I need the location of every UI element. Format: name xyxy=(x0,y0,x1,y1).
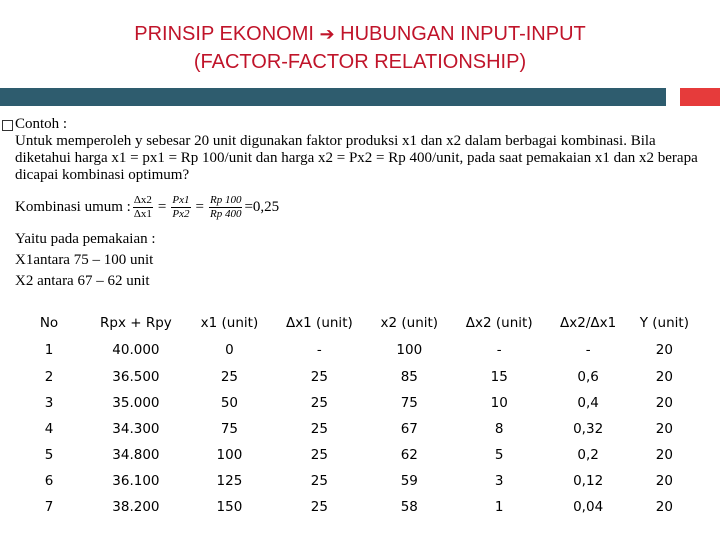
fraction-rp xyxy=(209,194,242,221)
combination-table xyxy=(14,310,700,520)
table-cell: 20 xyxy=(655,369,673,385)
table-cell: 0,12 xyxy=(573,473,604,489)
table-cell: 38.200 xyxy=(112,499,160,515)
table-header-row xyxy=(14,310,700,336)
table-cell: 5 xyxy=(494,447,504,463)
table-cell: 25 xyxy=(220,369,239,385)
table-cell: 67 xyxy=(400,421,418,437)
table-cell: 35.000 xyxy=(112,395,160,411)
fraction-price xyxy=(171,194,190,221)
fraction-numerator: Rp 100 xyxy=(209,194,242,206)
table-cell: 125 xyxy=(216,473,243,489)
fraction-numerator: Δx2 xyxy=(133,194,152,206)
title-right-text: HUBUNGAN INPUT-INPUT xyxy=(340,23,586,45)
fraction-delta xyxy=(133,194,153,221)
table-row xyxy=(14,336,700,364)
table-cell: 75 xyxy=(220,421,239,437)
table-cell: 0 xyxy=(225,342,234,358)
table-cell: 20 xyxy=(655,499,673,515)
column-header: Δx1 (unit) xyxy=(285,315,353,331)
table-cell: 62 xyxy=(400,447,418,463)
table-cell: 0,2 xyxy=(577,447,599,463)
table-cell: 25 xyxy=(310,473,328,489)
fraction-numerator: Px1 xyxy=(172,194,190,206)
x1-range: X1antara 75 – 100 unit xyxy=(15,252,154,268)
table-cell: 58 xyxy=(400,499,418,515)
table-cell: 85 xyxy=(400,369,418,385)
table-cell: 10 xyxy=(490,395,508,411)
arrow-right-icon: ➔ xyxy=(319,24,335,44)
table-cell: 0,6 xyxy=(577,369,599,385)
equals-sign: = xyxy=(195,199,204,215)
table-cell: 34.800 xyxy=(112,447,160,463)
table-cell: - xyxy=(316,342,322,358)
example-heading: Contoh : xyxy=(15,116,68,132)
table-row xyxy=(14,390,700,416)
table-cell: 7 xyxy=(44,499,54,515)
table-cell: - xyxy=(496,342,502,358)
table-cell: 25 xyxy=(310,499,328,515)
table-cell: 50 xyxy=(220,395,239,411)
table-cell: 20 xyxy=(655,447,673,463)
table-cell: 0,32 xyxy=(573,421,604,437)
table-cell: 20 xyxy=(655,421,673,437)
table-cell: 4 xyxy=(44,421,54,437)
table-cell: 20 xyxy=(655,342,673,358)
table-cell: 36.100 xyxy=(112,473,160,489)
table-cell: 3 xyxy=(494,473,504,489)
table-cell: 34.300 xyxy=(112,421,160,437)
table-cell: 40.000 xyxy=(112,342,160,358)
equals-sign: = xyxy=(157,199,167,215)
table-cell: 1 xyxy=(44,342,54,358)
table-cell: 3 xyxy=(44,395,54,411)
header-bar xyxy=(0,88,666,106)
table-cell: 20 xyxy=(655,473,673,489)
column-header: x2 (unit) xyxy=(380,315,439,331)
table-cell: 25 xyxy=(310,395,328,411)
problem-text: Untuk memperoleh y sebesar 20 unit digunakan faktor produksi x1 dan x2 dalam berbagai kombinasi. Bila diketahui harga x1 = px1 = Rp 100/unit dan harga x2 = Px2 = Rp 400/unit, pada saat pemakaian x1 dan x2 berapa dicapai kombinasi optimum? xyxy=(15,133,698,183)
usage-heading: Yaitu pada pemakaian : xyxy=(15,231,156,247)
header-accent xyxy=(680,88,720,106)
x2-range: X2 antara 67 – 62 unit xyxy=(15,273,150,289)
table-cell: 36.500 xyxy=(112,369,160,385)
column-header: Y (unit) xyxy=(639,315,689,331)
column-header: No xyxy=(39,315,59,331)
table-cell: 6 xyxy=(44,473,54,489)
title-line-1 xyxy=(0,20,720,48)
fraction-denominator: Rp 400 xyxy=(209,208,242,220)
column-header: Δx2/Δx1 xyxy=(560,315,617,331)
table-cell: 150 xyxy=(216,499,243,515)
table-cell: 15 xyxy=(490,369,508,385)
table-cell: 20 xyxy=(655,395,673,411)
table-cell: 8 xyxy=(494,421,504,437)
table-row xyxy=(14,442,700,468)
table-cell: 2 xyxy=(44,369,54,385)
table-cell: 0,04 xyxy=(573,499,604,515)
table-cell: 1 xyxy=(494,499,504,515)
table-cell: - xyxy=(585,342,591,358)
formula-label: Kombinasi umum : xyxy=(15,199,131,215)
table-row xyxy=(14,494,700,520)
column-header: Rpx + Rpy xyxy=(100,315,172,331)
table-cell: 75 xyxy=(400,395,418,411)
fraction-denominator: Px2 xyxy=(172,208,190,220)
slide-title xyxy=(0,20,720,76)
table-row xyxy=(14,364,700,390)
slide-content xyxy=(15,116,715,290)
table-cell: 100 xyxy=(396,342,423,358)
table-row xyxy=(14,416,700,442)
bullet-square-icon xyxy=(2,120,13,131)
table-row xyxy=(14,468,700,494)
table-cell: 25 xyxy=(310,421,328,437)
column-header: x1 (unit) xyxy=(200,315,259,331)
column-header: Δx2 (unit) xyxy=(465,315,533,331)
combination-formula xyxy=(15,194,715,221)
table-cell: 25 xyxy=(310,447,328,463)
table-cell: 59 xyxy=(400,473,418,489)
table-cell: 25 xyxy=(310,369,328,385)
table-cell: 5 xyxy=(44,447,54,463)
title-line-2: (FACTOR-FACTOR RELATIONSHIP) xyxy=(193,51,527,73)
fraction-denominator: Δx1 xyxy=(133,208,152,220)
table-cell: 0,4 xyxy=(577,395,599,411)
title-left-text: PRINSIP EKONOMI xyxy=(134,23,314,45)
table-cell: 100 xyxy=(216,447,243,463)
formula-result: =0,25 xyxy=(244,199,280,215)
